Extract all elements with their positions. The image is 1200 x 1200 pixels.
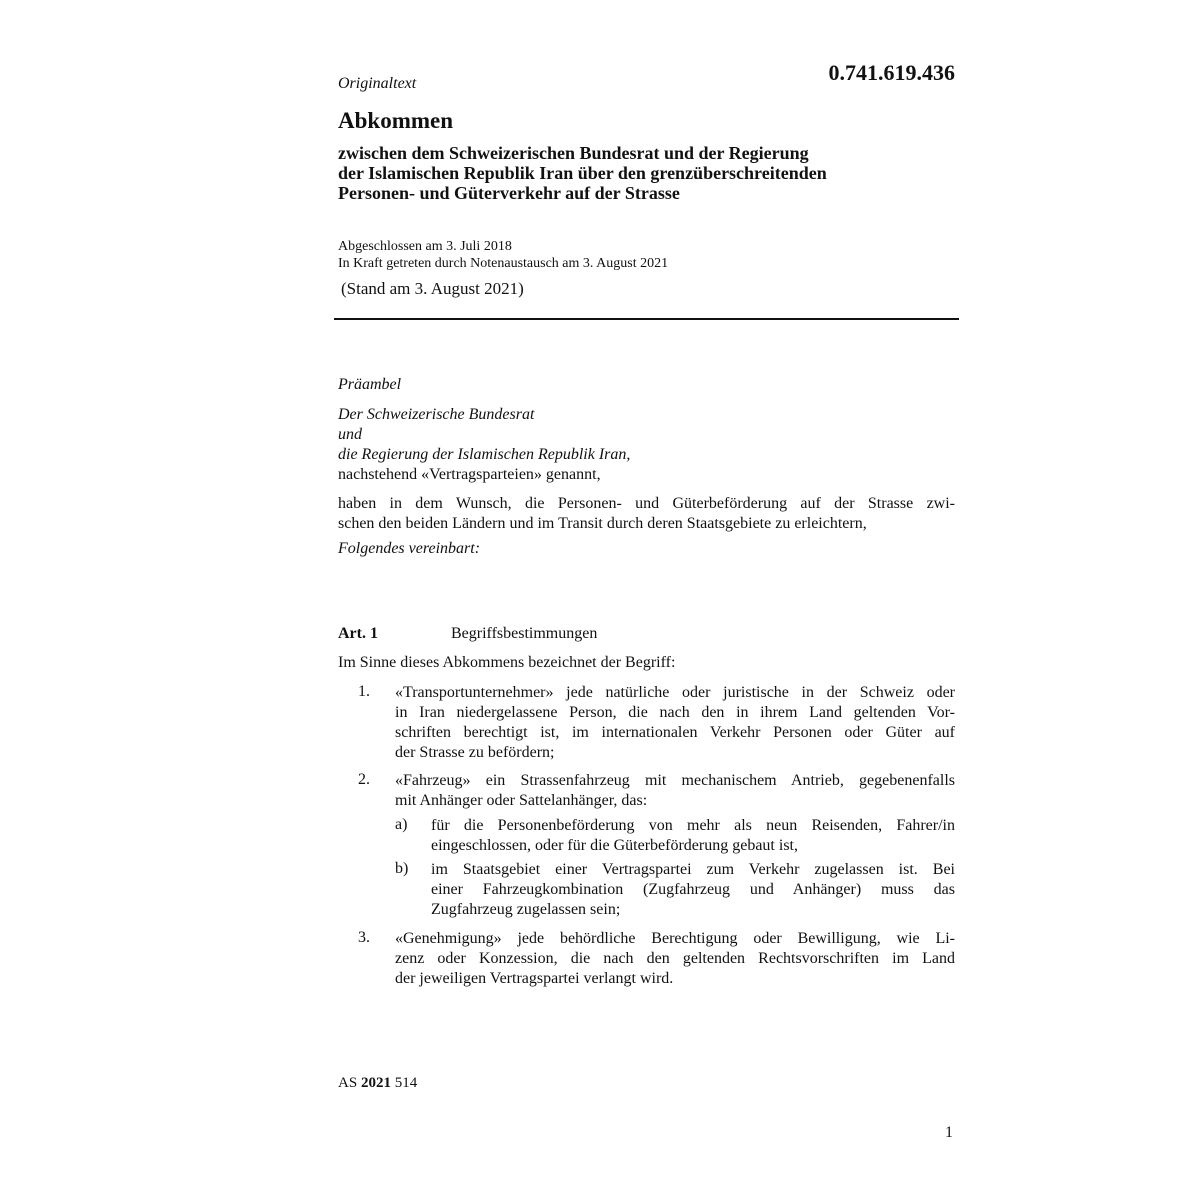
list-item-line: schriften berechtigt ist, im internationalen Verkehr Personen oder Güter auf xyxy=(395,724,955,741)
preamble-parties xyxy=(338,405,630,485)
sub-item-line: eingeschlossen, oder für die Güterbeförderung gebaut ist, xyxy=(431,837,798,854)
document-subtitle xyxy=(338,143,938,203)
subtitle-line: Personen- und Güterverkehr auf der Strasse xyxy=(338,183,680,203)
as-page: 514 xyxy=(394,1075,418,1091)
parties-hereinafter: nachstehend «Vertragsparteien» genannt, xyxy=(338,466,601,483)
list-item-line: der jeweiligen Vertragspartei verlangt wird. xyxy=(395,970,674,987)
article-title: Begriffsbestimmungen xyxy=(451,625,598,642)
list-item-line: «Fahrzeug» ein Strassenfahrzeug mit mechanischem Antrieb, gegebenenfalls xyxy=(395,772,955,789)
original-text-label: Originaltext xyxy=(338,75,417,92)
list-item-number: 2. xyxy=(358,771,370,788)
preamble-agreed: Folgendes vereinbart: xyxy=(338,540,481,557)
list-item-line: zenz oder Konzession, die nach den geltenden Rechtsvorschriften im Land xyxy=(395,950,955,967)
subtitle-line: zwischen dem Schweizerischen Bundesrat und der Regierung xyxy=(338,143,809,163)
sub-item-letter: a) xyxy=(395,816,408,833)
page-number: 1 xyxy=(945,1124,953,1141)
sub-item-letter: b) xyxy=(395,860,409,877)
document-meta xyxy=(338,238,668,272)
list-item-line: in Iran niedergelassene Person, die nach den in ihrem Land geltenden Vor- xyxy=(395,704,955,721)
list-item-definition-vehicle xyxy=(395,771,955,811)
list-item-definition-transport xyxy=(395,683,955,763)
preamble-title: Präambel xyxy=(338,376,402,393)
sub-item-line: für die Personenbeförderung von mehr als neun Reisenden, Fahrer/in xyxy=(431,817,955,834)
sub-item-b xyxy=(431,860,955,920)
subtitle-line: der Islamischen Republik Iran über den grenzüberschreitenden xyxy=(338,163,827,183)
sub-item-a xyxy=(431,816,955,856)
sub-item-line: Zugfahrzeug zugelassen sein; xyxy=(431,901,621,918)
official-compilation-ref xyxy=(338,1075,417,1092)
in-force-date: In Kraft getreten durch Notenaustausch am 3. August 2021 xyxy=(338,256,669,271)
list-item-line: «Genehmigung» jede behördliche Berechtigung oder Bewilligung, wie Li- xyxy=(395,930,955,947)
list-item-line: der Strasse zu befördern; xyxy=(395,744,555,761)
preamble-wish-line: schen den beiden Ländern und im Transit durch deren Staatsgebiete zu erleichtern, xyxy=(338,515,867,532)
sr-number: 0.741.619.436 xyxy=(828,60,955,85)
party-switzerland: Der Schweizerische Bundesrat xyxy=(338,406,535,423)
sub-item-line: einer Fahrzeugkombination (Zugfahrzeug und Anhänger) muss das xyxy=(431,881,955,898)
status-date: (Stand am 3. August 2021) xyxy=(341,279,524,298)
list-item-definition-permit xyxy=(395,929,955,989)
as-year: 2021 xyxy=(360,1075,391,1091)
article-number: Art. 1 xyxy=(338,625,378,642)
list-item-line: mit Anhänger oder Sattelanhänger, das: xyxy=(395,792,648,809)
sub-item-line: im Staatsgebiet einer Vertragspartei zum Verkehr zugelassen ist. Bei xyxy=(431,861,955,878)
as-prefix: AS xyxy=(338,1075,358,1091)
article-intro: Im Sinne dieses Abkommens bezeichnet der Begriff: xyxy=(338,654,676,671)
document-title: Abkommen xyxy=(338,108,454,133)
preamble-wish-line: haben in dem Wunsch, die Personen- und Güterbeförderung auf der Strasse zwi- xyxy=(338,495,955,512)
header-divider xyxy=(334,318,959,320)
party-iran: die Regierung der Islamischen Republik Iran, xyxy=(338,446,631,463)
list-item-number: 1. xyxy=(358,683,370,700)
concluded-date: Abgeschlossen am 3. Juli 2018 xyxy=(338,239,512,254)
list-item-number: 3. xyxy=(358,929,370,946)
list-item-line: «Transportunternehmer» jede natürliche oder juristische in der Schweiz oder xyxy=(395,684,955,701)
preamble-wish xyxy=(338,494,955,534)
party-conjunction: und xyxy=(338,426,362,443)
